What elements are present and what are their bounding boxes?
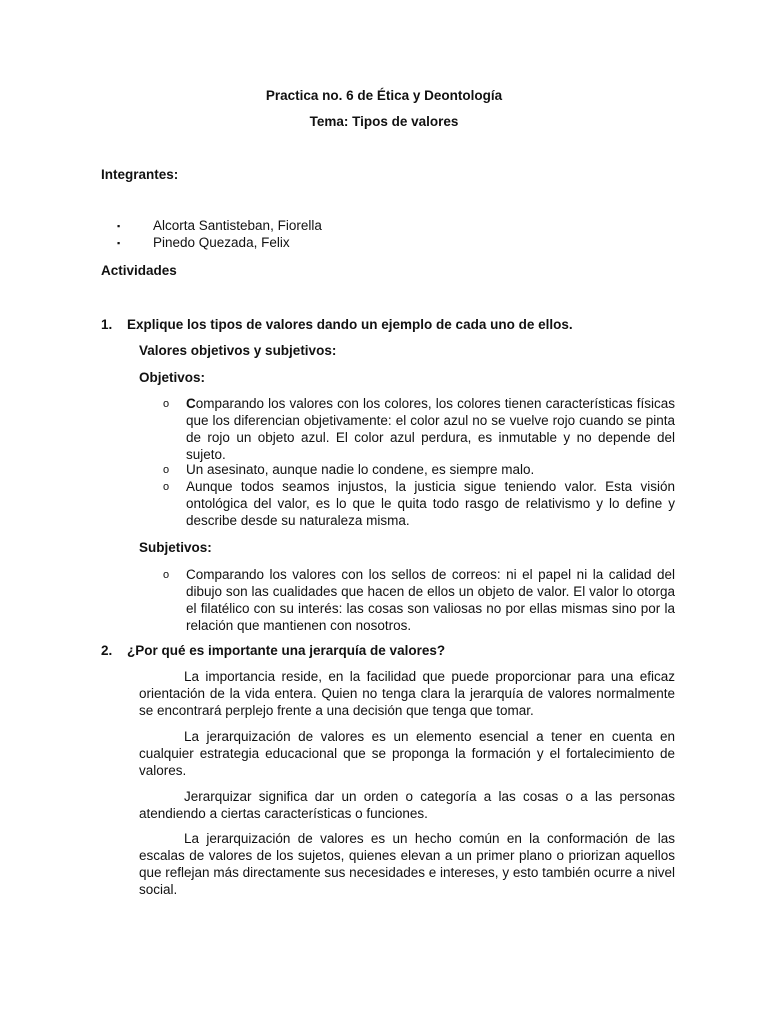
answer-paragraph [139, 728, 675, 779]
question-2-text: ¿Por qué es importante una jerarquía de valores? [127, 643, 446, 658]
question-1-text: Explique los tipos de valores dando un ejemplo de cada uno de ellos. [127, 317, 573, 332]
answer-paragraph-text: La importancia reside, en la facilidad que puede proporcionar para una eficaz orientación de la vida entera. Quien no tenga clara la jerarquía de valores normalmente se encontrará perplejo frente a una decisión que tenga que tomar. [139, 669, 675, 718]
answer-paragraph-text: La jerarquización de valores es un elemento esencial a tener en cuenta en cualquier estrategia educacional que se proponga la formación y el fortalecimiento de valores. [139, 729, 675, 778]
document-title: Practica no. 6 de Ética y Deontología [265, 88, 503, 103]
actividades-heading: Actividades [101, 263, 177, 278]
answer-paragraph-text: Jerarquizar significa dar un orden o categoría a las cosas o a las personas atendiendo a ciertas características o funciones. [139, 789, 675, 821]
answer-paragraph [139, 788, 675, 822]
objetivos-item [186, 395, 675, 463]
list-bullet: o [163, 481, 170, 493]
objetivos-item: Aunque todos seamos injustos, la justicia sigue teniendo valor. Esta visión ontológica del valor, es lo que le quita todo rasgo de relativismo y lo define y describe desde su naturaleza misma. [186, 479, 675, 528]
document-subtitle: Tema: Tipos de valores [309, 114, 459, 129]
answer-paragraph-text: La jerarquización de valores es un hecho común en la conformación de las escalas de valores de los sujetos, quienes elevan a un primer plano o priorizan aquellos que reflejan más directamente sus necesidades e intereses, y esto también ocurre a nivel social. [139, 831, 675, 897]
member-bullet: ▪ [117, 221, 121, 231]
question-1-number: 1. [101, 317, 113, 332]
answer-paragraph [139, 668, 675, 719]
list-bullet: o [163, 398, 170, 410]
objetivos-item-text: omparando los valores con los colores, los colores tienen características físicas que los diferencian objetivamente: el color azul no se vuelve rojo cuando se pinta de rojo un objeto azul. El color azul perdura, es inmutable y no depende del sujeto. [186, 396, 675, 462]
subjetivos-item: Comparando los valores con los sellos de correos: ni el papel ni la calidad del dibujo son las cualidades que hacen de ellos un objeto de valor. El valor lo otorga el filatélico con su interés: las cosas son valiosas no por ellas mismas sino por la relación que mantienen con nosotros. [186, 567, 675, 633]
dropcap-letter: C [186, 396, 196, 411]
list-bullet: o [163, 569, 170, 581]
valores-subheading: Valores objetivos y subjetivos: [139, 343, 337, 358]
list-bullet: o [163, 464, 170, 476]
question-2-number: 2. [101, 643, 113, 658]
integrantes-heading: Integrantes: [101, 167, 179, 182]
subjetivos-heading: Subjetivos: [139, 540, 212, 555]
objetivos-item: Un asesinato, aunque nadie lo condene, es siempre malo. [186, 462, 535, 477]
answer-paragraph [139, 830, 675, 898]
member-item: Pinedo Quezada, Felix [153, 235, 290, 250]
member-bullet: ▪ [117, 238, 121, 248]
member-item: Alcorta Santisteban, Fiorella [153, 218, 322, 233]
objetivos-heading: Objetivos: [139, 370, 206, 385]
